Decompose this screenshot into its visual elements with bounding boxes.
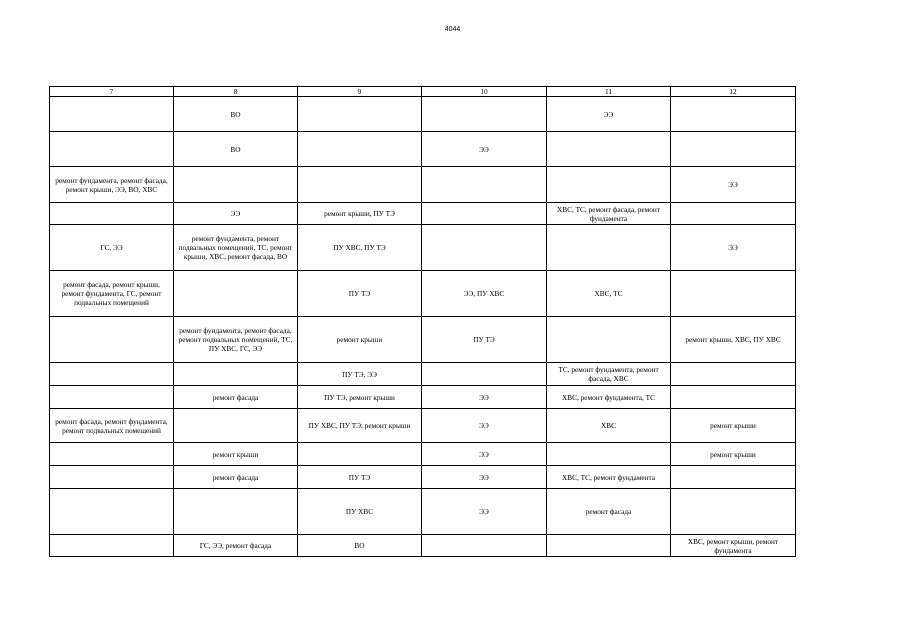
table-cell [298,167,422,203]
table-cell [174,363,298,386]
table-row [50,489,796,535]
table-header-row [50,87,796,97]
table-cell: ремонт крыши, ХВС, ПУ ХВС [671,317,796,363]
table-cell: ЭЭ [547,97,671,132]
table-cell [422,167,547,203]
table-cell: ХВС [547,409,671,443]
table-cell [50,203,174,225]
table-cell: ПУ ТЭ [298,271,422,317]
table-cell [174,409,298,443]
page-number: 4044 [444,26,461,33]
table-cell: ремонт фасада [174,466,298,489]
table-cell: ЭЭ [671,225,796,271]
table-cell: ремонт крыши, ПУ ТЭ [298,203,422,225]
table-cell [422,203,547,225]
table-row [50,317,796,363]
table-cell [174,167,298,203]
table-cell: ЭЭ [422,466,547,489]
table-cell [422,535,547,557]
table-cell: ремонт крыши [298,317,422,363]
table-cell [174,271,298,317]
table-cell [298,97,422,132]
table-cell [298,132,422,167]
table-cell [50,535,174,557]
table-cell [547,132,671,167]
table-cell [50,489,174,535]
table-cell: ТС, ремонт фундамента, ремонт фасада, ХВС [547,363,671,386]
table-row [50,363,796,386]
table-cell: ВО [298,535,422,557]
table-cell [671,489,796,535]
table-cell: ремонт фундамента, ремонт фасада, ремонт крыши, ЭЭ, ВО, ХВС [50,167,174,203]
table-row [50,386,796,409]
table-cell: ПУ ХВС [298,489,422,535]
table-cell [671,386,796,409]
table-cell: ЭЭ [422,409,547,443]
table-row [50,466,796,489]
column-header: 9 [298,87,422,97]
table-cell: ПУ ХВС, ПУ ТЭ [298,225,422,271]
table-cell: ремонт фасада [174,386,298,409]
data-table [49,86,796,557]
table-cell: ХВС, ТС, ремонт фасада, ремонт фундамента [547,203,671,225]
table-cell [174,489,298,535]
table-cell: ЭЭ [422,132,547,167]
table-cell: ПУ ТЭ, ЭЭ [298,363,422,386]
table-cell [547,225,671,271]
table-cell [422,225,547,271]
column-header: 10 [422,87,547,97]
table-cell: ремонт фасада, ремонт фундамента, ремонт подвальных помещений [50,409,174,443]
column-header: 8 [174,87,298,97]
table-cell [547,443,671,466]
table-cell: ЭЭ [422,386,547,409]
table-cell: ВО [174,132,298,167]
table-cell: ремонт крыши [174,443,298,466]
table-cell [50,317,174,363]
table-row [50,132,796,167]
table-cell [298,443,422,466]
table-cell: ХВС, ремонт фундамента, ТС [547,386,671,409]
table-cell [50,363,174,386]
table-cell: ХВС, ремонт крыши, ремонт фундамента [671,535,796,557]
table-cell: ГС, ЭЭ [50,225,174,271]
table-cell: ПУ ТЭ [422,317,547,363]
column-header: 7 [50,87,174,97]
table-cell [671,271,796,317]
table-cell: ЭЭ [174,203,298,225]
table-cell [547,317,671,363]
table-cell [547,167,671,203]
table-row [50,409,796,443]
table-cell: ремонт фундамента, ремонт подвальных помещений, ТС, ремонт крыши, ХВС, ремонт фасада, ВО [174,225,298,271]
table-cell: ремонт крыши [671,409,796,443]
table-cell: ХВС, ТС [547,271,671,317]
table-cell [671,203,796,225]
table-cell: ЭЭ [671,167,796,203]
table-cell: ЭЭ, ПУ ХВС [422,271,547,317]
table-cell: ПУ ХВС, ПУ ТЭ, ремонт крыши [298,409,422,443]
table-cell [50,386,174,409]
table-row [50,203,796,225]
table-cell: ремонт крыши [671,443,796,466]
table-cell [422,363,547,386]
table-cell: ВО [174,97,298,132]
table-cell [671,97,796,132]
table-row [50,271,796,317]
table-cell: ПУ ТЭ, ремонт крыши [298,386,422,409]
table-cell: ПУ ТЭ [298,466,422,489]
table-cell [671,132,796,167]
column-header: 11 [547,87,671,97]
table-row [50,97,796,132]
table-cell: ремонт фундамента, ремонт фасада, ремонт подвальных помещений, ТС, ПУ ХВС, ГС, ЭЭ [174,317,298,363]
table-cell: ЭЭ [422,443,547,466]
table-cell [50,443,174,466]
table-cell: ГС, ЭЭ, ремонт фасада [174,535,298,557]
table-row [50,535,796,557]
table-cell [50,466,174,489]
table-row [50,167,796,203]
table-cell [50,97,174,132]
table-cell [50,132,174,167]
table-cell [422,97,547,132]
table-cell: ХВС, ТС, ремонт фундамента [547,466,671,489]
table-row [50,443,796,466]
table-cell: ЭЭ [422,489,547,535]
table-row [50,225,796,271]
table-cell: ремонт фасада, ремонт крыши, ремонт фундамента, ГС, ремонт подвальных помещений [50,271,174,317]
table-cell [671,363,796,386]
column-header: 12 [671,87,796,97]
table-cell [547,535,671,557]
table-cell [671,466,796,489]
table-cell: ремонт фасада [547,489,671,535]
